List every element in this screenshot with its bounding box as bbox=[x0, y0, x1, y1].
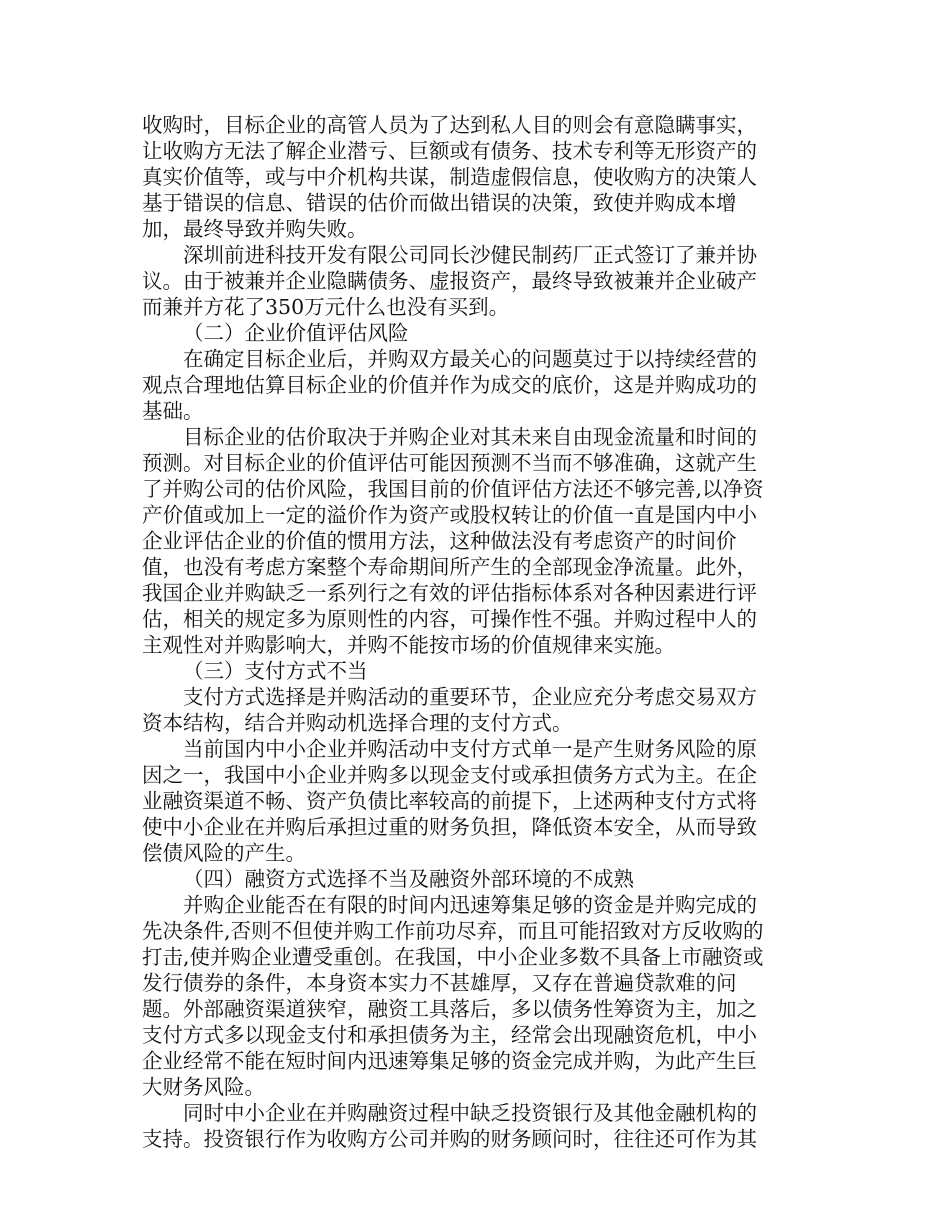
section-heading-financing bbox=[142, 866, 802, 892]
text-line: 使中小企业在并购后承担过重的财务负担，降低资本安全，从而导致 bbox=[142, 815, 757, 839]
paragraph-acquisition-concealment bbox=[142, 112, 802, 242]
text-line: 题。外部融资渠道狭窄，融资工具落后，多以债务性筹资为主，加之 bbox=[142, 997, 757, 1021]
text-line: 同时中小企业在并购融资过程中缺乏投资银行及其他金融机构的 bbox=[183, 1101, 757, 1125]
text-line: 基础。 bbox=[142, 399, 204, 423]
text-line: 在确定目标企业后，并购双方最关心的问题莫过于以持续经营的 bbox=[183, 347, 757, 371]
text-line: 我国企业并购缺乏一系列行之有效的评估指标体系对各种因素进行评 bbox=[142, 581, 757, 605]
text-line: 加，最终导致并购失败。 bbox=[142, 217, 368, 241]
document-page bbox=[142, 112, 802, 1152]
text-line: 观点合理地估算目标企业的价值并作为成交的底价，这是并购成功的 bbox=[142, 373, 757, 397]
text-line: 主观性对并购影响大，并购不能按市场的价值规律来实施。 bbox=[142, 633, 675, 657]
paragraph-payment-choice bbox=[142, 684, 802, 736]
text-line: 基于错误的信息、错误的估价而做出错误的决策，致使并购成本增 bbox=[142, 191, 737, 215]
text-line: 目标企业的估价取决于并购企业对其未来自由现金流量和时间的 bbox=[183, 425, 757, 449]
text-line: 值，也没有考虑方案整个寿命期间所产生的全部现金净流量。此外， bbox=[142, 555, 757, 579]
text-line: 支持。投资银行作为收购方公司并购的财务顾问时，往往还可作为其 bbox=[142, 1127, 757, 1151]
text-line: 而兼并方花了350万元什么也没有买到。 bbox=[142, 295, 510, 319]
section-heading-valuation-risk bbox=[142, 320, 802, 346]
text-line: 产价值或加上一定的溢价作为资产或股权转让的价值一直是国内中小 bbox=[142, 503, 757, 527]
text-line: 业融资渠道不畅、资产负债比率较高的前提下，上述两种支付方式将 bbox=[142, 789, 757, 813]
paragraph-payment-risk bbox=[142, 736, 802, 866]
paragraph-financing-conditions bbox=[142, 892, 802, 1100]
text-line: 预测。对目标企业的价值评估可能因预测不当而不够准确，这就产生 bbox=[142, 451, 757, 475]
paragraph-valuation-risk-detail bbox=[142, 424, 802, 658]
text-line: 支付方式选择是并购活动的重要环节，企业应充分考虑交易双方 bbox=[183, 685, 757, 709]
text-line: 真实价值等，或与中介机构共谋，制造虚假信息，使收购方的决策人 bbox=[142, 165, 757, 189]
text-line: 了并购公司的估价风险，我国目前的价值评估方法还不够完善,以净资 bbox=[142, 477, 764, 501]
text-line: 因之一，我国中小企业并购多以现金支付或承担债务方式为主。在企 bbox=[142, 763, 757, 787]
text-line: 让收购方无法了解企业潜亏、巨额或有债务、技术专利等无形资产的 bbox=[142, 139, 757, 163]
heading-line: （二）企业价值评估风险 bbox=[183, 321, 409, 345]
text-line: 先决条件,否则不但使并购工作前功尽弃，而且可能招致对方反收购的 bbox=[142, 919, 764, 943]
paragraph-shenzhen-case bbox=[142, 242, 802, 320]
text-line: 打击,使并购企业遭受重创。在我国，中小企业多数不具备上市融资或 bbox=[142, 945, 764, 969]
text-line: 发行债券的条件，本身资本实力不甚雄厚，又存在普遍贷款难的问 bbox=[142, 971, 737, 995]
paragraph-valuation-basis bbox=[142, 346, 802, 424]
text-line: 深圳前进科技开发有限公司同长沙健民制药厂正式签订了兼并协 bbox=[183, 243, 757, 267]
heading-line: （四）融资方式选择不当及融资外部环境的不成熟 bbox=[183, 867, 634, 891]
text-line: 企业经常不能在短时间内迅速筹集足够的资金完成并购，为此产生巨 bbox=[142, 1049, 757, 1073]
text-line: 企业评估企业的价值的惯用方法，这种做法没有考虑资产的时间价 bbox=[142, 529, 737, 553]
heading-line: （三）支付方式不当 bbox=[183, 659, 368, 683]
text-line: 偿债风险的产生。 bbox=[142, 841, 306, 865]
text-line: 当前国内中小企业并购活动中支付方式单一是产生财务风险的原 bbox=[183, 737, 757, 761]
text-line: 大财务风险。 bbox=[142, 1075, 265, 1099]
text-line: 议。由于被兼并企业隐瞒债务、虚报资产，最终导致被兼并企业破产 bbox=[142, 269, 757, 293]
text-line: 估，相关的规定多为原则性的内容，可操作性不强。并购过程中人的 bbox=[142, 607, 757, 631]
section-heading-payment-method bbox=[142, 658, 802, 684]
text-line: 支付方式多以现金支付和承担债务为主，经常会出现融资危机，中小 bbox=[142, 1023, 757, 1047]
text-line: 并购企业能否在有限的时间内迅速筹集足够的资金是并购完成的 bbox=[183, 893, 757, 917]
paragraph-investment-bank-support bbox=[142, 1100, 802, 1152]
text-line: 资本结构，结合并购动机选择合理的支付方式。 bbox=[142, 711, 573, 735]
text-line: 收购时，目标企业的高管人员为了达到私人目的则会有意隐瞒事实， bbox=[142, 113, 757, 137]
